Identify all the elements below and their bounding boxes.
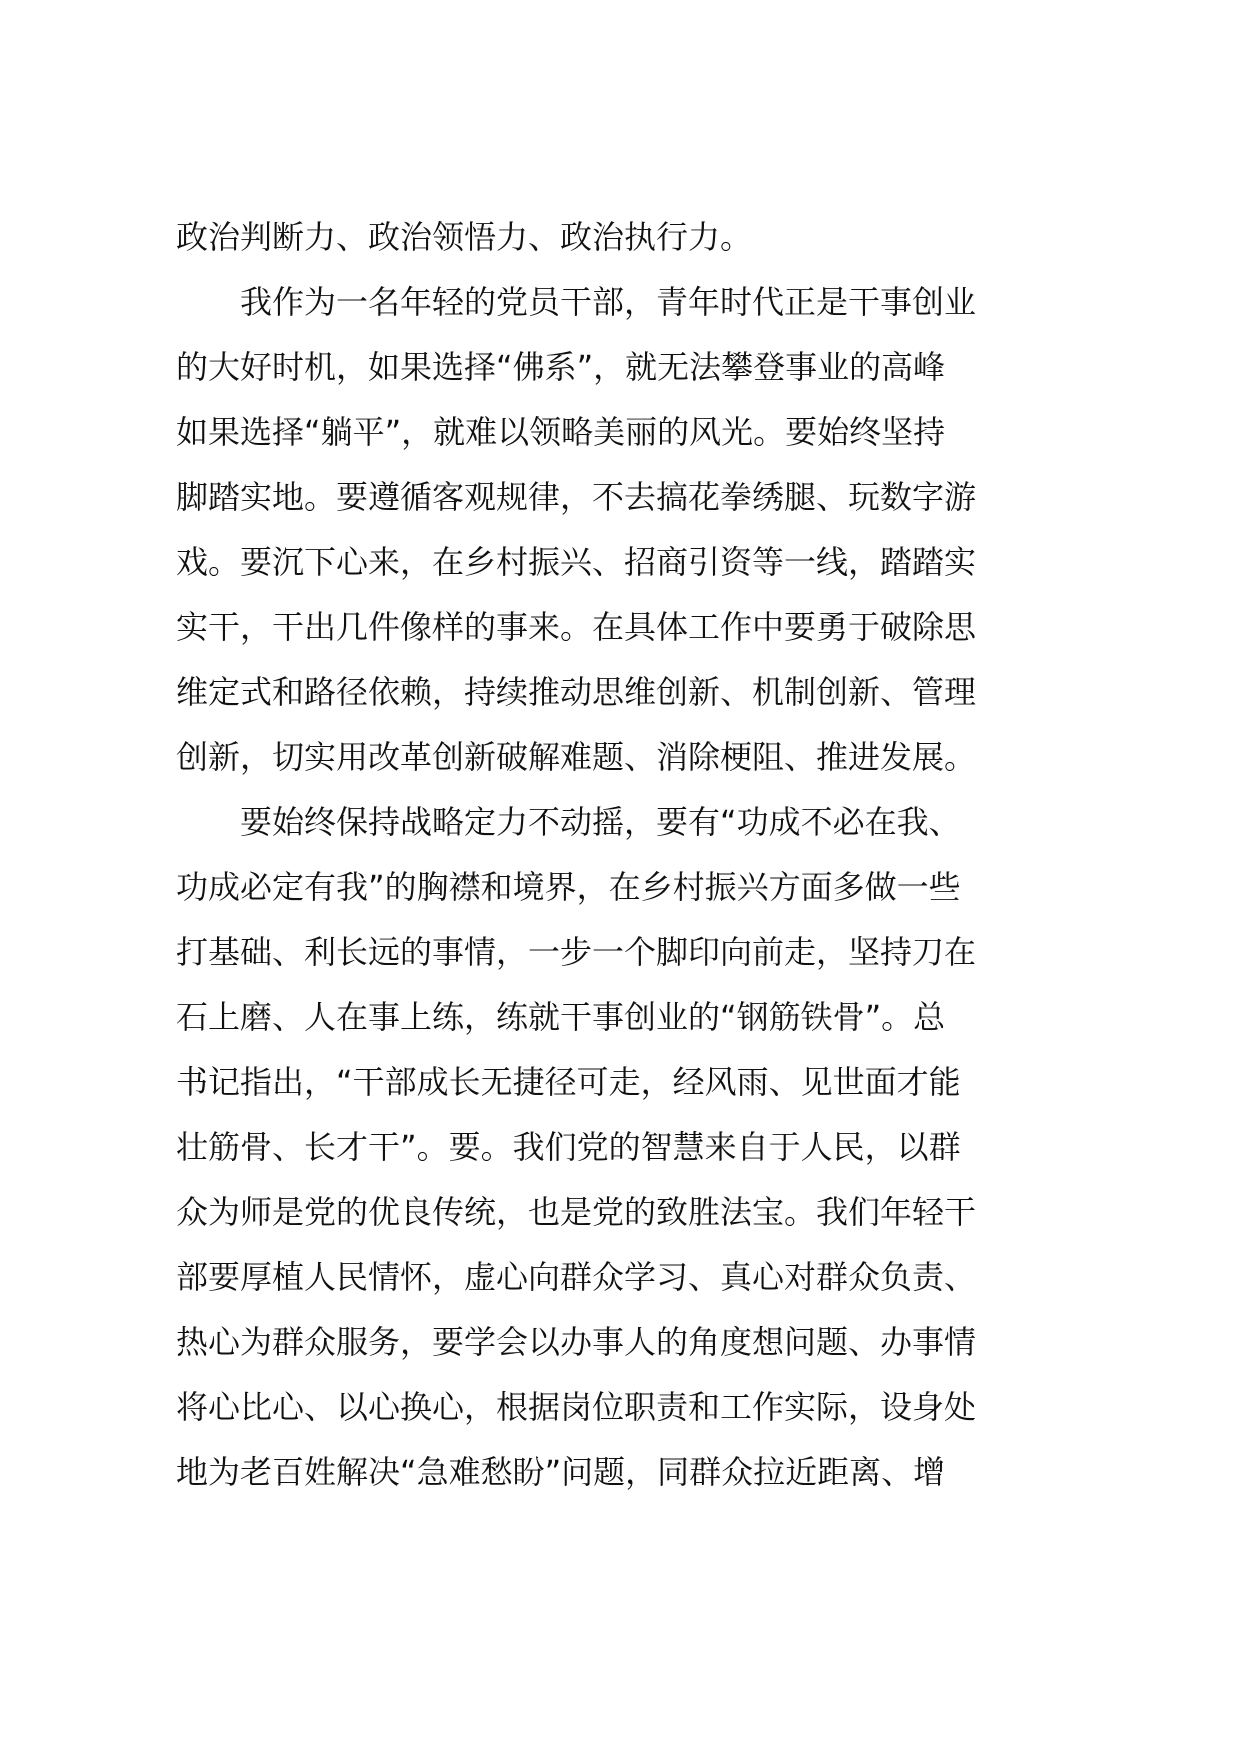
text-line: 实干，干出几件像样的事来。在具体工作中要勇于破除思	[176, 608, 977, 646]
text-line: 部要厚植人民情怀，虚心向群众学习、真心对群众负责、	[176, 1258, 977, 1296]
text-line: 地为老百姓解决“急难愁盼”问题，同群众拉近距离、增	[176, 1453, 946, 1491]
text-line: 将心比心、以心换心，根据岗位职责和工作实际，设身处	[176, 1388, 977, 1426]
body-text	[176, 205, 1096, 1505]
text-line: 脚踏实地。要遵循客观规律，不去搞花拳绣腿、玩数字游	[176, 478, 977, 516]
text-line: 石上磨、人在事上练，练就干事创业的“钢筋铁骨”。总	[176, 998, 946, 1036]
text-line: 众为师是党的优良传统，也是党的致胜法宝。我们年轻干	[176, 1193, 977, 1231]
text-line: 书记指出，“干部成长无捷径可走，经风雨、见世面才能	[176, 1063, 961, 1101]
text-line: 热心为群众服务，要学会以办事人的角度想问题、办事情	[176, 1323, 977, 1361]
text-line: 创新，切实用改革创新破解难题、消除梗阻、推进发展。	[176, 738, 977, 776]
text-line: 的大好时机，如果选择“佛系”，就无法攀登事业的高峰	[176, 348, 946, 386]
text-line: 戏。要沉下心来，在乡村振兴、招商引资等一线，踏踏实	[176, 543, 977, 581]
paragraph-start-line: 要始终保持战略定力不动摇，要有“功成不必在我、	[240, 803, 961, 841]
paragraph-start-line: 我作为一名年轻的党员干部，青年时代正是干事创业	[240, 283, 977, 321]
text-line: 维定式和路径依赖，持续推动思维创新、机制创新、管理	[176, 673, 977, 711]
text-line: 壮筋骨、长才干”。要。我们党的智慧来自于人民，以群	[176, 1128, 961, 1166]
text-line: 政治判断力、政治领悟力、政治执行力。	[176, 218, 753, 256]
text-line: 如果选择“躺平”，就难以领略美丽的风光。要始终坚持	[176, 413, 946, 451]
text-line: 打基础、利长远的事情，一步一个脚印向前走，坚持刀在	[176, 933, 977, 971]
text-line: 功成必定有我”的胸襟和境界，在乡村振兴方面多做一些	[176, 868, 961, 906]
